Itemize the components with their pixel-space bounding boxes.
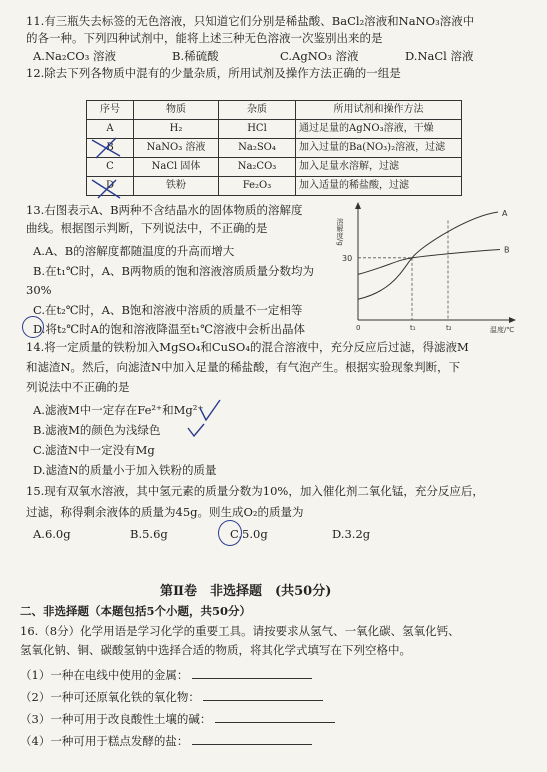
handwritten-check-marks xyxy=(180,398,240,438)
answer-blank[interactable] xyxy=(215,712,335,723)
q13-option-b-line1: B.在t₁℃时，A、B两物质的饱和溶液溶质质量分数均为 xyxy=(33,264,314,278)
xtick-label: 0 xyxy=(356,324,361,332)
q15-option-b: B.5.6g xyxy=(130,527,168,541)
table-row xyxy=(87,139,462,158)
handwritten-circle-mark xyxy=(22,316,44,338)
table-cell: 加入过量的Ba(NO₃)₂溶液，过滤 xyxy=(296,139,462,158)
section2-title: 第Ⅱ卷 非选择题 (共50分) xyxy=(160,584,332,599)
xtick-label: t₂ xyxy=(446,324,452,332)
q13-stem-line2: 曲线。根据图示判断，下列说法中，不正确的是 xyxy=(26,221,268,235)
q14-stem-line3: 列说法中不正确的是 xyxy=(26,380,130,394)
table-header-cell: 序号 xyxy=(87,101,134,120)
table-header-cell: 物质 xyxy=(134,101,219,120)
q16-item-2-label: （2）一种可还原氧化铁的氧化物： xyxy=(20,690,200,704)
table-header-cell: 所用试剂和操作方法 xyxy=(296,101,462,120)
q15-option-d: D.3.2g xyxy=(332,527,371,541)
table-cell: 加入足量水溶解，过滤 xyxy=(296,158,462,177)
table-cell: H₂ xyxy=(134,120,219,139)
table-row xyxy=(87,158,462,177)
q14-option-d: D.滤渣N的质量小于加入铁粉的质量 xyxy=(33,463,217,477)
q13-option-a: A.A、B的溶解度都随温度的升高而增大 xyxy=(33,244,235,258)
q13-option-c: C.在t₂℃时，A、B饱和溶液中溶质的质量不一定相等 xyxy=(33,303,303,317)
q16-item-4 xyxy=(20,734,312,748)
q16-item-3-label: （3）一种可用于改良酸性土壤的碱： xyxy=(20,712,212,726)
q15-option-a: A.6.0g xyxy=(33,527,71,541)
q16-item-4-label: （4）一种可用于糕点发酵的盐： xyxy=(20,734,189,748)
q14-stem-line1: 14.将一定质量的铁粉加入MgSO₄和CuSO₄的混合溶液中，充分反应后过滤，得滤液M xyxy=(26,340,469,354)
q16-item-1-label: （1）一种在电线中使用的金属： xyxy=(20,668,189,682)
section2-heading: 二、非选择题（本题包括5个小题，共50分） xyxy=(20,604,252,618)
table-cell: 铁粉 xyxy=(134,177,219,196)
table-header-row xyxy=(87,101,462,120)
table-cell: D xyxy=(87,177,134,196)
table-cell: Fe₂O₃ xyxy=(219,177,296,196)
graph-ylabel: 溶解度/g xyxy=(336,218,344,246)
q16-stem-line1: 16.（8分）化学用语是学习化学的重要工具。请按要求从氢气、一氧化碳、氢氧化钙、 xyxy=(20,624,460,638)
solubility-graph xyxy=(330,198,530,338)
handwritten-circle-mark xyxy=(218,520,242,546)
q14-option-c: C.滤渣N中一定没有Mg xyxy=(33,443,155,457)
table-cell: HCl xyxy=(219,120,296,139)
q11-option-d: D.NaCl 溶液 xyxy=(405,49,474,63)
ytick-label: 30 xyxy=(342,253,353,263)
table-cell: 加入适量的稀盐酸，过滤 xyxy=(296,177,462,196)
q14-option-a: A.滤液M中一定存在Fe²⁺和Mg²⁺ xyxy=(33,403,204,417)
answer-blank[interactable] xyxy=(203,690,323,701)
q12-stem: 12.除去下列各物质中混有的少量杂质，所用试剂及操作方法正确的一组是 xyxy=(26,66,401,80)
series-label-a: A xyxy=(502,209,508,218)
table-cell: B xyxy=(87,139,134,158)
q11-stem-line1: 11.有三瓶失去标签的无色溶液，只知道它们分别是稀盐酸、BaCl₂溶液和NaNO₃溶液中 xyxy=(26,14,475,28)
q15-stem-line1: 15.现有双氧水溶液，其中氢元素的质量分数为10%，加入催化剂二氧化锰，充分反应后， xyxy=(26,484,484,498)
table-cell: Na₂SO₄ xyxy=(219,139,296,158)
graph-xlabel: 温度/℃ xyxy=(490,326,515,334)
q12-table xyxy=(86,100,462,196)
series-label-b: B xyxy=(504,245,510,255)
answer-blank[interactable] xyxy=(192,734,312,745)
series-line-b xyxy=(358,250,500,275)
table-row xyxy=(87,120,462,139)
q11-option-a: A.Na₂CO₃ 溶液 xyxy=(33,49,116,63)
q16-item-2 xyxy=(20,690,323,704)
q11-option-b: B.稀硫酸 xyxy=(172,49,219,63)
table-row xyxy=(87,177,462,196)
q11-option-c: C.AgNO₃ 溶液 xyxy=(280,49,359,63)
handwritten-cross-marks xyxy=(86,118,130,202)
table-cell: NaCl 固体 xyxy=(134,158,219,177)
xtick-label: t₁ xyxy=(410,324,416,332)
q16-item-3 xyxy=(20,712,335,726)
q11-stem-line2: 的各一种。下列四种试剂中，能将上述三种无色溶液一次鉴别出来的是 xyxy=(26,31,383,45)
q14-option-b: B.滤液M的颜色为浅绿色 xyxy=(33,423,161,437)
q13-option-d: D.将t₂℃时A的饱和溶液降温至t₁℃溶液中会析出晶体 xyxy=(33,322,305,336)
table-cell: 通过足量的AgNO₃溶液，干燥 xyxy=(296,120,462,139)
table-cell: NaNO₃ 溶液 xyxy=(134,139,219,158)
q14-stem-line2: 和滤渣N。然后，向滤渣N中加入足量的稀盐酸，有气泡产生。根据实验现象判断，下 xyxy=(26,360,461,374)
table-cell: C xyxy=(87,158,134,177)
q16-stem-line2: 氢氧化钠、铜、碳酸氢钠中选择合适的物质，将其化学式填写在下列空格中。 xyxy=(20,643,411,657)
answer-blank[interactable] xyxy=(192,668,312,679)
q13-option-b-line2: 30% xyxy=(26,283,52,297)
table-cell: Na₂CO₃ xyxy=(219,158,296,177)
q15-option-c: C.5.0g xyxy=(230,527,268,541)
table-header-cell: 杂质 xyxy=(219,101,296,120)
q13-stem-line1: 13.右图表示A、B两种不含结晶水的固体物质的溶解度 xyxy=(26,203,303,217)
q15-stem-line2: 过滤，称得剩余液体的质量为45g。则生成O₂的质量为 xyxy=(26,505,304,519)
table-cell: A xyxy=(87,120,134,139)
q16-item-1 xyxy=(20,668,312,682)
